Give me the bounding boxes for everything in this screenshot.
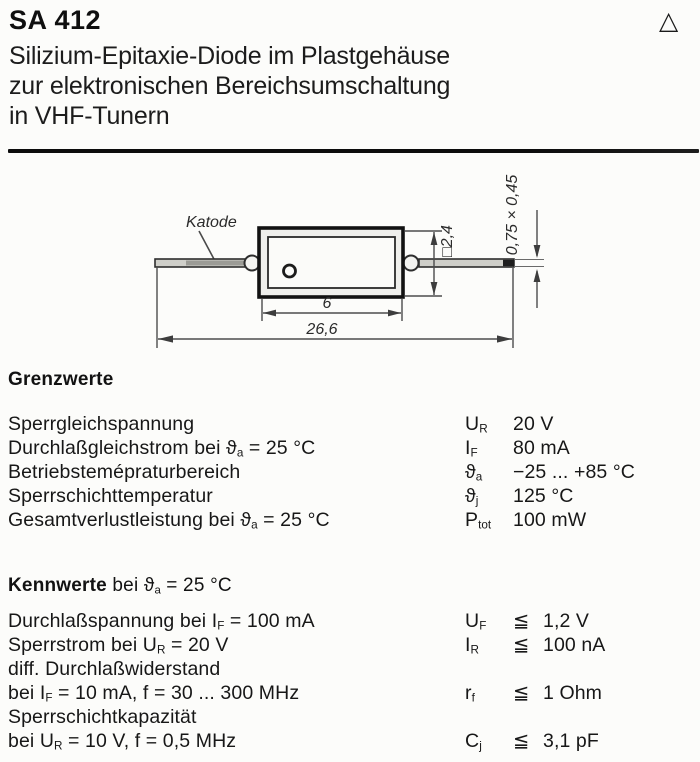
part-number: SA 412 <box>9 5 102 35</box>
cathode-label: Katode <box>186 214 237 231</box>
dim266-arrow-right <box>497 335 512 342</box>
characteristics-heading <box>8 575 232 597</box>
dim-body-length <box>262 299 402 321</box>
value-cell: −25 ... +85 °C <box>513 461 635 483</box>
characteristics-heading-condition: bei $ϑ_a = 25$ °C <box>106 575 232 597</box>
dim-body-length-label: 6 <box>322 295 332 312</box>
left-lead <box>155 259 246 267</box>
dim6-arrow-right <box>388 310 401 317</box>
symbol-cell: $I_F$ <box>465 437 478 460</box>
title-line-3: in VHF-Tunern <box>9 102 170 130</box>
symbol-cell: $P_{tot}$ <box>465 509 492 532</box>
table-row <box>8 508 696 532</box>
dim24-arrow-bottom <box>431 282 438 295</box>
table-row <box>8 460 696 484</box>
product-title <box>9 41 450 131</box>
symbol-cell: $U_F$ <box>465 610 487 633</box>
table-row <box>8 412 696 436</box>
dim-lead-size-label: 0,75 × 0,45 <box>504 174 521 256</box>
name-cell: Sperrschichttemperatur <box>8 485 213 507</box>
name-cell: Sperrgleichspannung <box>8 413 195 435</box>
table-row <box>8 705 696 729</box>
characteristics-heading-bold: Kennwerte <box>8 575 107 596</box>
limits-heading: Grenzwerte <box>8 369 114 390</box>
name-cell: diff. Durchlaßwiderstand <box>8 658 221 680</box>
dim-overall-length-label: 26,6 <box>306 321 338 338</box>
table-row <box>8 681 696 705</box>
dim-body-height-label: □2,4 <box>439 225 456 257</box>
dimlead-arrow-up <box>534 269 541 282</box>
value-cell: 125 °C <box>513 485 574 507</box>
dim266-arrow-left <box>158 335 173 342</box>
name-cell: Durchlaßspannung bei $I_F = 100$ mA <box>8 610 315 633</box>
dim24-arrow-top <box>431 232 438 245</box>
characteristics-table <box>8 609 696 753</box>
package-body-inner <box>268 237 395 288</box>
dimlead-arrow-down <box>534 245 541 258</box>
name-cell: Durchlaßgleichstrom bei $ϑ_a = 25$ °C <box>8 437 316 460</box>
value-cell: 100 mW <box>513 509 587 531</box>
symbol-cell: $U_R$ <box>465 413 488 436</box>
value-cell: 80 mA <box>513 437 570 459</box>
relation-cell: ≦ <box>513 730 530 752</box>
name-cell: Betriebstemépraturbereich <box>8 461 241 483</box>
symbol-cell: $C_j$ <box>465 730 482 753</box>
limits-table <box>8 412 696 532</box>
table-row <box>8 729 696 753</box>
name-cell: bei $I_F = 10$ mA, f = 30 ... 300 MHz <box>8 682 300 705</box>
package-drawing <box>0 168 700 368</box>
revision-triangle-icon: △ <box>659 7 679 35</box>
table-row <box>8 633 696 657</box>
symbol-cell: $I_R$ <box>465 634 479 657</box>
symbol-cell: $ϑ_j$ <box>465 485 479 508</box>
right-lead <box>419 259 544 267</box>
cathode-leader-line <box>199 231 215 261</box>
relation-cell: ≦ <box>513 634 530 656</box>
header-divider-rule <box>8 149 699 153</box>
value-cell: 20 V <box>513 413 554 435</box>
value-cell: 1,2 V <box>543 610 590 632</box>
name-cell: Sperrschichtkapazität <box>8 706 197 728</box>
relation-cell: ≦ <box>513 610 530 632</box>
table-row <box>8 657 696 681</box>
symbol-cell: $r_f$ <box>465 682 475 705</box>
value-cell: 3,1 pF <box>543 730 599 752</box>
relation-cell: ≦ <box>513 682 530 704</box>
table-row <box>8 609 696 633</box>
title-line-1: Silizium-Epitaxie-Diode im Plastgehäuse <box>9 42 451 70</box>
right-lead-bulge <box>404 256 419 271</box>
name-cell: Sperrstrom bei $U_R = 20$ V <box>8 634 229 657</box>
name-cell: Gesamtverlustleistung bei $ϑ_a = 25$ °C <box>8 509 330 532</box>
value-cell: 1 Ohm <box>543 682 603 704</box>
symbol-cell: $ϑ_a$ <box>465 461 483 484</box>
table-row <box>8 436 696 460</box>
dim6-arrow-left <box>263 310 276 317</box>
value-cell: 100 nA <box>543 634 606 656</box>
title-line-2: zur elektronischen Bereichsumschaltung <box>9 72 451 100</box>
table-row <box>8 484 696 508</box>
name-cell: bei $U_R = 10$ V, f = 0,5 MHz <box>8 730 237 753</box>
